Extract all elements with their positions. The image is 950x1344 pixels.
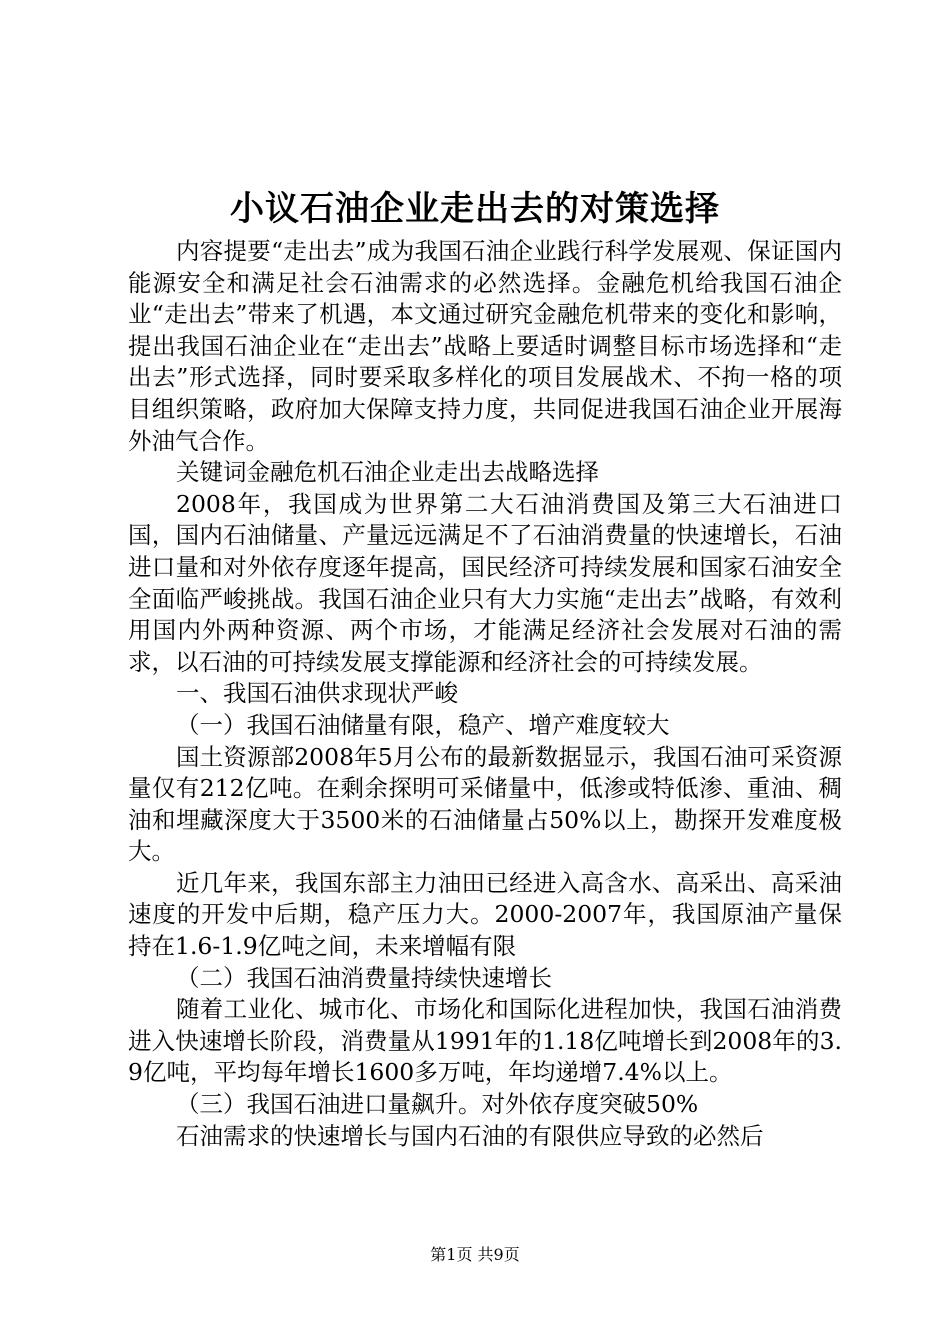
body-paragraph: 随着工业化、城市化、市场化和国际化进程加快，我国石油消费进入快速增长阶段，消费量从1991年的1.18亿吨增长到2008年的3.9亿吨，平均每年增长1600多万吨，年均递增7.4%以上。: [128, 995, 842, 1087]
subsection-heading-1: （一）我国石油储量有限，稳产、增产难度较大: [176, 710, 670, 739]
body-paragraph: 国土资源部2008年5月公布的最新数据显示，我国石油可采资源量仅有212亿吨。在剩余探明可采储量中，低渗或特低渗、重油、稠油和埋藏深度大于3500米的石油储量占50%以上，勘探开发难度极大。: [128, 742, 842, 866]
document-title: 小议石油企业走出去的对策选择: [230, 189, 720, 229]
intro-paragraph: 2008年，我国成为世界第二大石油消费国及第三大石油进口国，国内石油储量、产量远远满足不了石油消费量的快速增长，石油进口量和对外依存度逐年提高，国民经济可持续发展和国家石油安全全面临严峻挑战。我国石油企业只有大力实施“走出去”战略，有效利用国内外两种资源、两个市场，才能满足经济社会发展对石油的需求，以石油的可持续发展支撑能源和经济社会的可持续发展。: [128, 489, 842, 676]
subsection-heading-2: （二）我国石油消费量持续快速增长: [176, 963, 552, 992]
body-paragraph: 石油需求的快速增长与国内石油的有限供应导致的必然后: [176, 1121, 764, 1150]
section-heading-1: 一、我国石油供求现状严峻: [176, 679, 458, 708]
document-body: [128, 236, 842, 1152]
page-footer: 第1页 共9页: [430, 1245, 520, 1264]
subsection-heading-3: （三）我国石油进口量飙升。对外依存度突破50%: [176, 1090, 699, 1119]
keywords-paragraph: 关键词金融危机石油企业走出去战略选择: [176, 458, 599, 487]
body-paragraph: 近几年来，我国东部主力油田已经进入高含水、高采出、高采油速度的开发中后期，稳产压力大。2000-2007年，我国原油产量保持在1.6-1.9亿吨之间，未来增幅有限: [128, 868, 842, 961]
abstract-paragraph: 内容提要“走出去”成为我国石油企业践行科学发展观、保证国内能源安全和满足社会石油需求的必然选择。金融危机给我国石油企业“走出去”带来了机遇，本文通过研究金融危机带来的变化和影响，提出我国石油企业在“走出去”战略上要适时调整目标市场选择和“走出去”形式选择，同时要采取多样化的项目发展战术、不拘一格的项目组织策略，政府加大保障支持力度，共同促进我国石油企业开展海外油气合作。: [128, 237, 842, 455]
